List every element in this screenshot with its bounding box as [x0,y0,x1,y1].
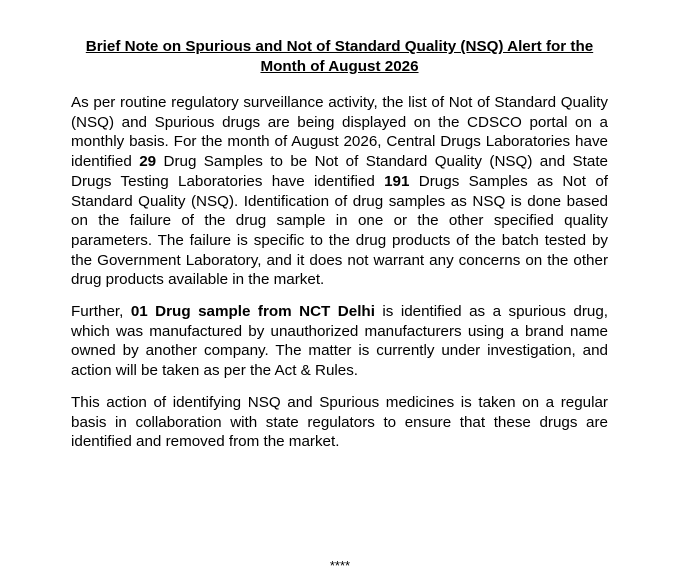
paragraph-text: Drug Samples to be Not of Standard Quality (NSQ) and State Drugs Testing Laboratories have identified [71,153,608,190]
paragraph-spurious [71,302,608,381]
document-title: Brief Note on Spurious and Not of Standard Quality (NSQ) Alert for the Month of August 2026 [85,38,594,75]
paragraph-action: This action of identifying NSQ and Spurious medicines is taken on a regular basis in collaboration with state regulators to ensure that these drugs are identified and removed from the market. [71,393,608,451]
spurious-sample-highlight: 01 Drug sample from NCT Delhi [130,303,375,321]
paragraph-text: Further, [71,303,131,321]
document-body [71,37,608,464]
central-labs-count: 29 [139,153,157,171]
end-of-document-mark: **** [329,558,351,573]
state-labs-count: 191 [384,172,410,190]
paragraph-nsq-summary [71,93,608,290]
paragraph-text: As per routine regulatory surveillance activity, the list of Not of Standard Quality (NSQ) and Spurious drugs are being displayed on the CDSCO portal on a monthly basis. For the month of August 2026, Central Drugs Laboratories have identified [71,94,608,171]
paragraph-text: Drugs Samples as Not of Standard Quality (NSQ). Identification of drug samples as NSQ is done based on the failure of the drug sample in one or the other specified quality parameters. The failure is specific to the drug products of the batch tested by the Government Laboratory, and it does not warrant any concerns on the other drug products available in the market. [71,172,608,289]
paragraph-text: is identified as a spurious drug, which was manufactured by unauthorized manufacturers using a brand name owned by another company. The matter is currently under investigation, and action will be taken as per the Act & Rules. [71,303,609,380]
